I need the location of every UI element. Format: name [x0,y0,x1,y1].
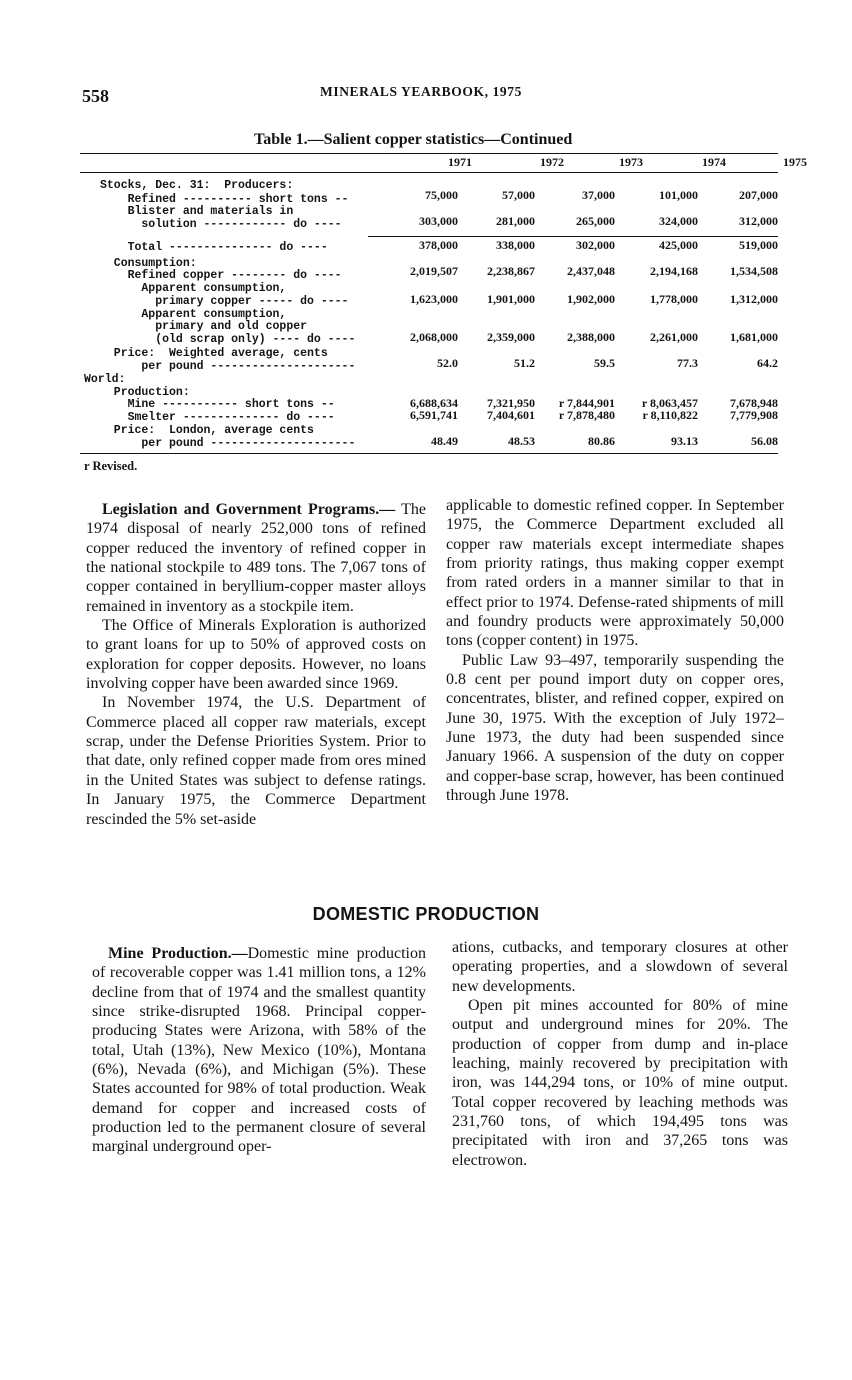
table-cell: 37,000 [582,188,615,202]
table-cell: 7,321,950 [487,396,535,410]
table-cell: 1,534,508 [730,264,778,278]
row-label: Refined ---------- short tons -- [100,193,349,206]
paragraph: Public Law 93–497, temporarily suspending the 0.8 cent per pound import duty on copper ores, concentrates, blister, and refined copper, expired on June 30, 1975. With the exception of July 1972–June 1973, the duty had been suspended since January 1966. A suspension of the duty on copper and copper-base scrap, however, has been continued through June 1978. [446,651,784,805]
year-header: 1974 [702,155,726,169]
row-label: per pound --------------------- [100,437,356,450]
table-cell: 48.53 [508,434,535,448]
table-top-rule [80,153,778,154]
table-cell: r 7,844,901 [558,396,615,410]
table-cell: 1,902,000 [567,292,615,306]
right-column-top [446,496,784,806]
paragraph: In November 1974, the U.S. Department of Commerce placed all copper raw materials, except scrap, under the Defense Priorities System. Prior to that date, only refined copper made from ores mined in the United States was subject to defense ratings. In January 1975, the Commerce Department rescinded the 5% set-aside [86,694,426,828]
table-cell: 1,623,000 [410,292,458,306]
row-label: Total --------------- do ---- [100,241,328,254]
row-label: Production: [100,386,190,399]
table-cell: 59.5 [594,356,615,370]
table-cell: 80.86 [588,434,615,448]
row-label: Price: London, average cents [100,424,314,437]
table-cell: 324,000 [659,214,698,228]
table-cell: 7,404,601 [487,408,535,422]
table-cell: 265,000 [576,214,615,228]
table-cell: 1,778,000 [650,292,698,306]
table-cell: 378,000 [419,238,458,252]
table-cell: 2,068,000 [410,330,458,344]
table-cell: 57,000 [502,188,535,202]
table-cell: 6,591,741 [410,408,458,422]
right-column-bottom [452,938,788,1170]
left-column-top [86,500,426,829]
subheading: Legislation and Government Programs.— [102,501,396,518]
year-header: 1972 [540,155,564,169]
table-cell: 2,019,507 [410,264,458,278]
row-label: Refined copper -------- do ---- [100,269,342,282]
row-label: Stocks, Dec. 31: Producers: [100,179,294,192]
running-title: MINERALS YEARBOOK, 1975 [320,84,522,99]
table-cell: 51.2 [514,356,535,370]
table-cell: 2,437,048 [567,264,615,278]
table-cell: 7,678,948 [730,396,778,410]
subheading: Mine Production.— [108,945,248,962]
table-cell: 101,000 [659,188,698,202]
row-label: Price: Weighted average, cents [100,347,328,360]
table-caption: Table 1.—Salient copper statistics—Continued [254,131,573,148]
table-cell: 338,000 [496,238,535,252]
section-title: DOMESTIC PRODUCTION [312,904,540,924]
table-footnote: r Revised. [84,459,138,473]
page-number: 558 [82,86,109,106]
paragraph [92,944,426,1157]
table-cell: 1,681,000 [730,330,778,344]
table-cell: 64.2 [757,356,778,370]
row-label: Apparent consumption, [100,308,287,321]
table-cell: r 7,878,480 [558,408,615,422]
year-header: 1971 [448,155,472,169]
table-cell: 425,000 [659,238,698,252]
paragraph: applicable to domestic refined copper. In September 1975, the Commerce Department excluded all copper raw materials except intermediate shapes from priority ratings, thus making copper exempt from rated orders in a manner similar to that in effect prior to 1974. Defense-rated shipments of mill and foundry products were approximately 50,000 tons (copper content) in 1975. [446,497,784,650]
table-cell: 48.49 [431,434,458,448]
row-label: Smelter -------------- do ---- [100,411,335,424]
table-cell: 56.08 [751,434,778,448]
year-header: 1975 [783,155,807,169]
paragraph: Open pit mines accounted for 80% of mine output and underground mines for 20%. The production of copper from dump and in-place leaching, mainly recovered by precipitation with iron, was 144,294 tons, or 10% of mine output. Total copper recovered by leaching methods was 231,760 tons, of which 194,495 tons was precipitated with iron and 37,265 tons was electrowon. [452,997,788,1169]
paragraph-text: Domestic mine production of recoverable copper was 1.41 million tons, a 12% decline from that of 1974 and the smallest quantity since strike-disrupted 1968. Principal copper-producing States were Arizona, with 58% of the total, Utah (13%), New Mexico (10%), Montana (6%), Nevada (6%), and Michigan (5%). These States accounted for 98% of total production. Weak demand for copper and increased costs of production led to the permanent closure of several marginal underground oper- [92,945,426,1156]
row-label: Consumption: [100,257,197,270]
row-label: primary and old copper [100,320,308,333]
row-label: primary copper ----- do ---- [100,295,349,308]
left-column-bottom [92,944,426,1157]
row-label: Apparent consumption, [100,282,287,295]
total-rule [368,236,778,237]
row-label: per pound --------------------- [100,360,356,373]
table-cell: 207,000 [739,188,778,202]
paragraph: The Office of Minerals Exploration is authorized to grant loans for up to 50% of approved costs on exploration for copper deposits. However, no loans involving copper have been awarded since 1969. [86,617,426,693]
row-label: World: [84,373,126,386]
table-cell: 281,000 [496,214,535,228]
table-cell: 2,261,000 [650,330,698,344]
table-cell: 302,000 [576,238,615,252]
table-cell: 52.0 [437,356,458,370]
table-cell: r 8,110,822 [642,408,698,422]
table-cell: 6,688,634 [410,396,458,410]
table-header-rule [80,172,778,173]
row-label: Blister and materials in [100,205,294,218]
table-cell: r 8,063,457 [641,396,698,410]
table-cell: 1,901,000 [487,292,535,306]
table-cell: 2,359,000 [487,330,535,344]
table-cell: 519,000 [739,238,778,252]
table-cell: 312,000 [739,214,778,228]
row-label: Mine ----------- short tons -- [100,398,335,411]
paragraph-text: The 1974 disposal of nearly 252,000 tons of refined copper reduced the inventory of refined copper in the national stockpile to 489 tons. The 7,067 tons of copper contained in beryllium-copper master alloys remained in inventory as a stockpile item. [86,501,426,615]
row-label: (old scrap only) ---- do ---- [100,333,356,346]
table-cell: 93.13 [671,434,698,448]
table-bottom-rule [80,453,778,454]
table-cell: 75,000 [425,188,458,202]
paragraph [86,500,426,616]
table-cell: 2,388,000 [567,330,615,344]
table-cell: 303,000 [419,214,458,228]
table-cell: 1,312,000 [730,292,778,306]
table-cell: 2,238,867 [487,264,535,278]
table-cell: 2,194,168 [650,264,698,278]
table-cell: 77.3 [677,356,698,370]
row-label: solution ------------ do ---- [100,218,342,231]
paragraph: ations, cutbacks, and temporary closures at other operating properties, and a slowdown of several new developments. [452,939,788,995]
year-header: 1973 [619,155,643,169]
table-cell: 7,779,908 [730,408,778,422]
